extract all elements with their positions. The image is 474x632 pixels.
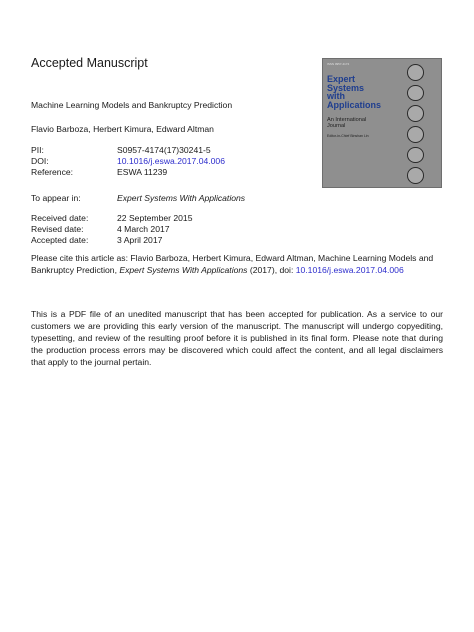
chart-icon: [407, 105, 424, 122]
identifier-row-doi: [31, 156, 225, 167]
building-icon: [407, 167, 424, 184]
cover-issn: ISSN 0957-4174: [327, 62, 350, 66]
citation-prefix: Please cite this article as: Flavio Barboza, Herbert Kimura, Edward Altman, Machine Learning Models and Bankruptcy Prediction,: [31, 253, 434, 275]
date-label: Revised date:: [31, 224, 84, 234]
manuscript-notice: This is a PDF file of an unedited manuscript that has been accepted for publication. As a service to our customers we are providing this early version of the manuscript. The manuscript will undergo copyediting, typesetting, and review of the resulting proof before it is published in its final form. Please note that during the production process errors may be discovered which could affect the content, and all legal disclaimers that apply to the journal pertain.: [31, 309, 443, 367]
cover-editor: Editor-in-Chief Binshan Lin: [327, 134, 369, 138]
identifier-block: [31, 145, 225, 178]
identifier-value: ESWA 11239: [117, 167, 168, 177]
citation-journal: Expert Systems With Applications: [119, 265, 248, 275]
scales-icon: [407, 126, 424, 143]
date-value: 4 March 2017: [117, 224, 170, 234]
citation-middle: (2017), doi:: [249, 265, 294, 275]
cover-title-line: Systems: [327, 82, 365, 93]
citation-doi-link[interactable]: 10.1016/j.eswa.2017.04.006: [295, 265, 404, 275]
date-row-received: [31, 213, 193, 224]
citation-paragraph: [31, 252, 443, 276]
steering-wheel-icon: [407, 85, 424, 102]
cover-title: [327, 75, 387, 109]
journal-cover-image: [322, 58, 442, 188]
identifier-label: Reference:: [31, 167, 74, 177]
journal-name: Expert Systems With Applications: [117, 193, 246, 203]
to-appear-block: [31, 193, 245, 204]
cover-title-line: Applications: [327, 99, 382, 110]
cover-subtitle: An International Journal: [327, 117, 367, 129]
gear-icon: [407, 64, 424, 81]
monitor-icon: [407, 147, 424, 164]
to-appear-label: To appear in:: [31, 193, 81, 203]
date-label: Received date:: [31, 213, 89, 223]
cover-illustration: [393, 64, 438, 184]
date-row-accepted: [31, 235, 193, 246]
article-title: Machine Learning Models and Bankruptcy Prediction: [31, 100, 233, 110]
identifier-label: DOI:: [31, 156, 49, 166]
date-value: 22 September 2015: [117, 213, 193, 223]
identifier-row-pii: [31, 145, 225, 156]
date-row-revised: [31, 224, 193, 235]
doi-link[interactable]: 10.1016/j.eswa.2017.04.006: [117, 156, 225, 166]
date-label: Accepted date:: [31, 235, 89, 245]
date-value: 3 April 2017: [117, 235, 163, 245]
cover-title-line: Expert: [327, 74, 356, 84]
identifier-row-reference: [31, 167, 225, 178]
identifier-value: S0957-4174(17)30241-5: [117, 145, 211, 155]
identifier-label: PII:: [31, 145, 44, 155]
dates-block: [31, 213, 193, 246]
author-list: Flavio Barboza, Herbert Kimura, Edward Altman: [31, 124, 214, 134]
cover-title-line: with: [327, 91, 345, 101]
page-heading: Accepted Manuscript: [31, 56, 148, 70]
